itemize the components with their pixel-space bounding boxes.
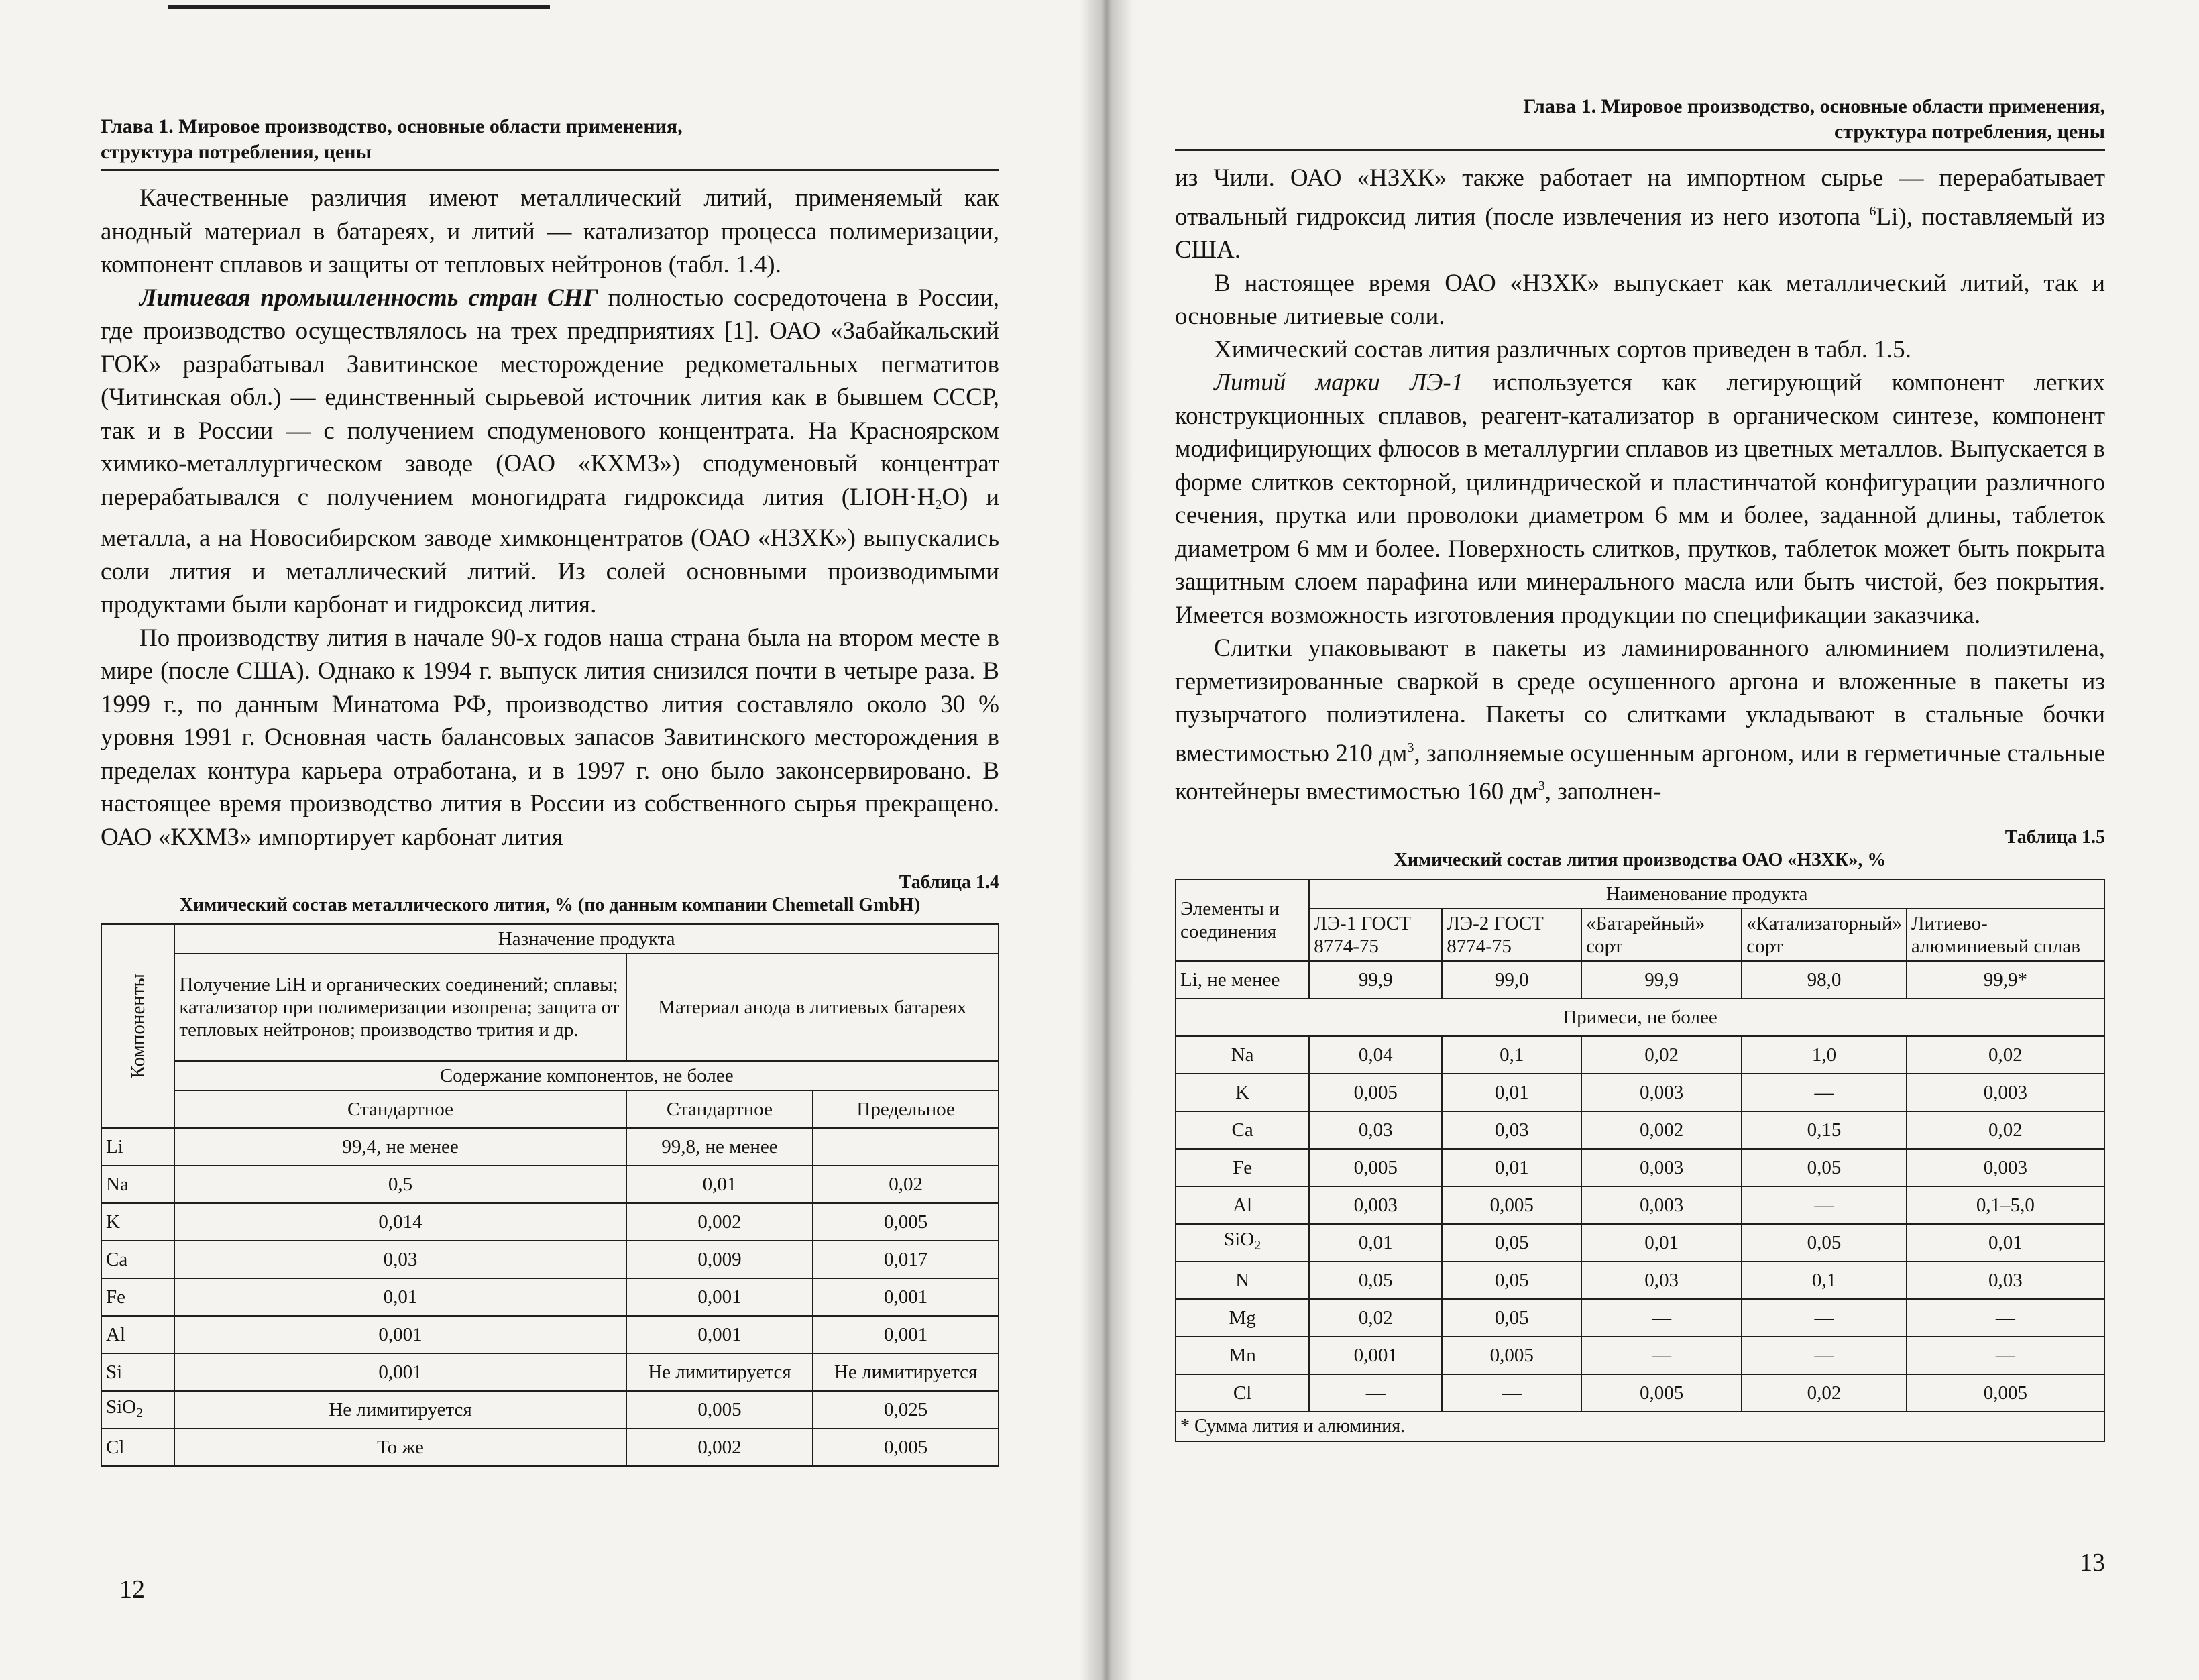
table-row <box>101 1353 999 1391</box>
running-head-line2: структура потребления, цены <box>1834 121 2105 143</box>
running-head-line1: Глава 1. Мировое производство, основные области применения, <box>1523 95 2105 117</box>
paragraph-5-text-a: Слитки упаковывают в пакеты из ламинированного алюминием полиэтилена, герметизированные сваркой в среде осушенного аргона и вложенные в пакеты из пузырчатого полиэтилена. Пакеты со слитками укладывают в стальные бочки вместимостью 210 дм <box>1175 634 2105 767</box>
paragraph-2: В настоящее время ОАО «НЗХК» выпускает как металлический литий, так и основные литиевые соли. <box>1175 269 2105 330</box>
table-1-4 <box>101 923 999 1467</box>
paragraph-2 <box>101 282 999 622</box>
value-cell: 0,005 <box>1442 1186 1581 1224</box>
paragraph-1-text-a: из Чили. ОАО «НЗХК» также работает на импортном сырье — перерабатывает отвальный гидроксид лития (после извлечения из него изотопа <box>1175 164 2105 231</box>
element-name <box>101 1391 174 1429</box>
top-rule <box>168 5 550 9</box>
running-head-right <box>1175 94 2105 151</box>
value-cell: 0,02 <box>813 1166 999 1203</box>
value-cell: 0,005 <box>1581 1374 1742 1412</box>
value-cell: 0,01 <box>1442 1074 1581 1111</box>
table-row <box>101 1278 999 1316</box>
element-name: Na <box>1176 1036 1309 1074</box>
element-name: Si <box>101 1353 174 1391</box>
table-1-4-number: Таблица 1.4 <box>899 872 999 893</box>
value-cell: 0,01 <box>1442 1149 1581 1186</box>
page-number: 13 <box>2080 1549 2105 1577</box>
purpose-2-cell: Материал анода в литиевых батареях <box>626 954 999 1061</box>
paragraph-4-text: используется как легирующий компонент легких конструкционных сплавов, реагент-катализатор в органическом синтезе, компонент модифицирующих флюсов в металлургии сплавов из цветных металлов. Выпускается в форме слитков секторной, цилиндрической и пластинчатой конфигурации различного сечения, прутка или проволоки диаметром 6 мм и более, заданной длины, таблеток диаметром 6 мм и более. Поверхность слитков, прутков, таблеток может быть покрыта защитным слоем парафина или минерального масла или быть чистой, без покрытия. Имеется возможность изготовления продукции по спецификации заказчика. <box>1175 369 2105 629</box>
running-head-left <box>101 114 999 171</box>
value-cell: 0,1 <box>1742 1262 1907 1299</box>
paragraph-1-superscript: 6 <box>1869 203 1876 219</box>
value-cell: 0,03 <box>1581 1262 1742 1299</box>
element-name: Ca <box>101 1241 174 1278</box>
value-cell: 0,003 <box>1581 1149 1742 1186</box>
value-cell: То же <box>174 1429 626 1466</box>
value-cell: 0,02 <box>1581 1036 1742 1074</box>
table-row <box>1176 961 2104 999</box>
sio2-base: SiO <box>106 1396 137 1418</box>
element-name: Mn <box>1176 1337 1309 1374</box>
value-cell: 0,003 <box>1907 1149 2104 1186</box>
sio2-subscript: 2 <box>136 1405 144 1420</box>
paragraph-2-text-a: полностью сосредоточена в России, где производство осуществлялось на трех предприятиях [1]. ОАО «Забайкальский ГОК» разрабатывал Завитинское месторождение редкометальных пегматитов (Читинская обл.) — единственный сырьевой источник лития как в бывшем СССР, так и в России — с получением сподуменового концентрата. На Красноярском химико-металлургическом заводе (ОАО «КХМЗ») сподуменовый концентрат перерабатывался с получением моногидрата гидроксида лития (LIOH·H <box>101 284 999 511</box>
value-cell: — <box>1742 1186 1907 1224</box>
table-footnote: * Сумма лития и алюминия. <box>1176 1412 2104 1441</box>
table-row <box>1176 1036 2104 1074</box>
value-cell: 0,014 <box>174 1203 626 1241</box>
subheader-limit: Предельное <box>813 1090 999 1128</box>
value-cell: 1,0 <box>1742 1036 1907 1074</box>
paragraph-5 <box>1175 632 2105 809</box>
value-cell: 0,002 <box>626 1203 813 1241</box>
value-cell <box>813 1128 999 1166</box>
value-cell: 0,01 <box>1581 1224 1742 1262</box>
table-1-5 <box>1175 879 2105 1442</box>
table-row <box>1176 1299 2104 1337</box>
element-name: K <box>101 1203 174 1241</box>
value-cell: 0,5 <box>174 1166 626 1203</box>
running-head-line2: структура потребления, цены <box>101 141 372 163</box>
element-name: Cl <box>1176 1374 1309 1412</box>
value-cell: 0,002 <box>1581 1111 1742 1149</box>
value-cell: 0,01 <box>174 1278 626 1316</box>
table-row <box>1176 1074 2104 1111</box>
value-cell: — <box>1442 1374 1581 1412</box>
sio2-subscript: 2 <box>1254 1238 1261 1253</box>
value-cell: 0,05 <box>1742 1149 1907 1186</box>
value-cell: 99,8, не менее <box>626 1128 813 1166</box>
table-row <box>101 1391 999 1429</box>
element-name: K <box>1176 1074 1309 1111</box>
paragraph-2-subscript: 2 <box>935 497 942 512</box>
value-cell: 0,001 <box>813 1316 999 1353</box>
value-cell: 99,9* <box>1907 961 2104 999</box>
value-cell: 0,005 <box>626 1391 813 1429</box>
paragraph-2-lead: Литиевая промышленность стран СНГ <box>139 284 598 312</box>
value-cell: 0,03 <box>174 1241 626 1278</box>
value-cell: 0,05 <box>1442 1299 1581 1337</box>
value-cell: 0,1 <box>1442 1036 1581 1074</box>
paragraph-1 <box>1175 162 2105 267</box>
value-cell: 0,003 <box>1309 1186 1442 1224</box>
value-cell: 0,005 <box>813 1203 999 1241</box>
value-cell: — <box>1581 1337 1742 1374</box>
element-name <box>1176 1224 1309 1262</box>
value-cell: 0,02 <box>1907 1111 2104 1149</box>
value-cell: 0,005 <box>1309 1074 1442 1111</box>
table-row <box>1176 1149 2104 1186</box>
components-header-text: Компоненты <box>127 973 149 1079</box>
element-name: Li <box>101 1128 174 1166</box>
element-name: Cl <box>101 1429 174 1466</box>
element-name: Fe <box>1176 1149 1309 1186</box>
value-cell: 0,001 <box>174 1316 626 1353</box>
value-cell: 0,001 <box>626 1278 813 1316</box>
product-alloy-header: Литиево-алюминиевый сплав <box>1907 909 2104 961</box>
value-cell: 0,003 <box>1907 1074 2104 1111</box>
paragraph-4-lead: Литий марки ЛЭ-1 <box>1214 369 1464 396</box>
paragraph-1-text-b: Li), поставляемый из США. <box>1175 203 2105 264</box>
table-1-4-title: Химический состав металлического лития, % (по данным компании Chemetall GmbH) <box>179 895 921 915</box>
value-cell: 0,03 <box>1907 1262 2104 1299</box>
paragraph-4 <box>1175 366 2105 632</box>
table-row <box>1176 1186 2104 1224</box>
table-row <box>101 1203 999 1241</box>
table-row <box>1176 1224 2104 1262</box>
value-cell: 0,01 <box>1309 1224 1442 1262</box>
value-cell: 0,005 <box>813 1429 999 1466</box>
paragraph-1: Качественные различия имеют металлический литий, применяемый как анодный материал в батареях, и литий — катализатор процесса полимеризации, компонент сплавов и защиты от тепловых нейтронов (табл. 1.4). <box>101 184 999 278</box>
element-name: Li, не менее <box>1176 961 1309 999</box>
value-cell: — <box>1309 1374 1442 1412</box>
value-cell: 98,0 <box>1742 961 1907 999</box>
value-cell: 0,05 <box>1742 1224 1907 1262</box>
element-name: N <box>1176 1262 1309 1299</box>
value-cell: 0,009 <box>626 1241 813 1278</box>
paragraph-5-superscript-2: 3 <box>1538 779 1545 793</box>
value-cell: 0,01 <box>626 1166 813 1203</box>
value-cell: — <box>1742 1299 1907 1337</box>
purpose-header: Назначение продукта <box>174 924 999 954</box>
paragraph-5-text-c: , заполнен- <box>1544 778 1662 805</box>
impurities-header: Примеси, не более <box>1176 999 2104 1036</box>
value-cell: 0,05 <box>1442 1262 1581 1299</box>
product-le1-header: ЛЭ-1 ГОСТ 8774-75 <box>1309 909 1442 961</box>
left-body-text <box>101 182 999 854</box>
table-row <box>1176 1374 2104 1412</box>
value-cell: Не лимитируется <box>626 1353 813 1391</box>
value-cell: 0,04 <box>1309 1036 1442 1074</box>
value-cell: — <box>1907 1299 2104 1337</box>
value-cell: 0,002 <box>626 1429 813 1466</box>
value-cell: 0,003 <box>1581 1186 1742 1224</box>
element-name: Fe <box>101 1278 174 1316</box>
value-cell: 99,9 <box>1581 961 1742 999</box>
value-cell: 0,001 <box>1309 1337 1442 1374</box>
element-name: Al <box>1176 1186 1309 1224</box>
value-cell: 0,005 <box>1309 1149 1442 1186</box>
product-battery-header: «Батарейный» сорт <box>1581 909 1742 961</box>
value-cell: 0,1–5,0 <box>1907 1186 2104 1224</box>
value-cell: 0,01 <box>1907 1224 2104 1262</box>
table-row <box>101 1429 999 1466</box>
elements-header: Элементы и соединения <box>1176 879 1309 961</box>
value-cell: 0,02 <box>1309 1299 1442 1337</box>
element-name: Al <box>101 1316 174 1353</box>
value-cell: — <box>1581 1299 1742 1337</box>
value-cell: 0,05 <box>1309 1262 1442 1299</box>
purpose-1-cell: Получение LiH и органических соединений; сплавы; катализатор при полимеризации изопрена; защита от тепловых нейтронов; производство трития и др. <box>174 954 626 1061</box>
value-cell: — <box>1742 1337 1907 1374</box>
table-row <box>1176 1337 2104 1374</box>
product-le2-header: ЛЭ-2 ГОСТ 8774-75 <box>1442 909 1581 961</box>
value-cell: 0,001 <box>813 1278 999 1316</box>
value-cell: — <box>1907 1337 2104 1374</box>
running-head-line1: Глава 1. Мировое производство, основные области применения, <box>101 115 683 137</box>
value-cell: 0,001 <box>626 1316 813 1353</box>
subheader-standard-1: Стандартное <box>174 1090 626 1128</box>
value-cell: 0,03 <box>1309 1111 1442 1149</box>
value-cell: 0,15 <box>1742 1111 1907 1149</box>
element-name: Mg <box>1176 1299 1309 1337</box>
value-cell: 0,05 <box>1442 1224 1581 1262</box>
value-cell: 0,025 <box>813 1391 999 1429</box>
value-cell: 0,02 <box>1742 1374 1907 1412</box>
value-cell: 0,017 <box>813 1241 999 1278</box>
value-cell: Не лимитируется <box>174 1391 626 1429</box>
value-cell: 0,005 <box>1907 1374 2104 1412</box>
table-row <box>1176 1262 2104 1299</box>
paragraph-5-superscript-1: 3 <box>1407 740 1414 755</box>
right-page <box>1100 0 2199 1680</box>
table-row <box>101 1241 999 1278</box>
value-cell: 0,02 <box>1907 1036 2104 1074</box>
value-cell: 0,005 <box>1442 1337 1581 1374</box>
value-cell: 99,4, не менее <box>174 1128 626 1166</box>
value-cell: 0,003 <box>1581 1074 1742 1111</box>
table-row <box>101 1316 999 1353</box>
table-row <box>1176 1111 2104 1149</box>
table-1-5-number: Таблица 1.5 <box>2005 826 2105 848</box>
paragraph-3: Химический состав лития различных сортов приведен в табл. 1.5. <box>1214 335 1911 363</box>
value-cell: 99,9 <box>1309 961 1442 999</box>
paragraph-3: По производству лития в начале 90-х годов наша страна была на втором месте в мире (после США). Однако к 1994 г. выпуск лития снизился почти в четыре раза. В 1999 г., по данным Минатома РФ, производство лития составляло около 30 % уровня 1991 г. Основная часть балансовых запасов Завитинского месторождения в пределах контура карьера отработана, и в 1997 г. оно было законсервировано. В настоящее время производство лития в России из собственного сырья прекращено. ОАО «КХМЗ» импортирует карбонат лития <box>101 624 999 851</box>
paragraph-2-text-b: O) и металла, а на Новосибирском заводе химконцентратов (ОАО «НЗХК») выпускались соли лития и металлический литий. Из солей основными производимыми продуктами были карбонат и гидроксид лития. <box>101 483 999 618</box>
content-header: Содержание компонентов, не более <box>174 1061 999 1090</box>
sio2-base: SiO <box>1224 1229 1255 1250</box>
table-row <box>101 1166 999 1203</box>
value-cell: 99,0 <box>1442 961 1581 999</box>
product-name-header: Наименование продукта <box>1309 879 2104 909</box>
paragraph-5-text-b: , заполняемые осушенным аргоном, или в герметичные стальные контейнеры вместимостью 160 дм <box>1175 739 2106 805</box>
product-catalyst-header: «Катализаторный» сорт <box>1742 909 1907 961</box>
value-cell: 0,03 <box>1442 1111 1581 1149</box>
table-1-5-title: Химический состав лития производства ОАО «НЗХК», % <box>1394 849 1886 871</box>
value-cell: Не лимитируется <box>813 1353 999 1391</box>
subheader-standard-2: Стандартное <box>626 1090 813 1128</box>
value-cell: — <box>1742 1074 1907 1111</box>
element-name: Ca <box>1176 1111 1309 1149</box>
table-row <box>101 1128 999 1166</box>
components-header <box>101 924 174 1128</box>
value-cell: 0,001 <box>174 1353 626 1391</box>
page-number: 12 <box>119 1575 145 1604</box>
element-name: Na <box>101 1166 174 1203</box>
right-body-text <box>1175 162 2105 809</box>
